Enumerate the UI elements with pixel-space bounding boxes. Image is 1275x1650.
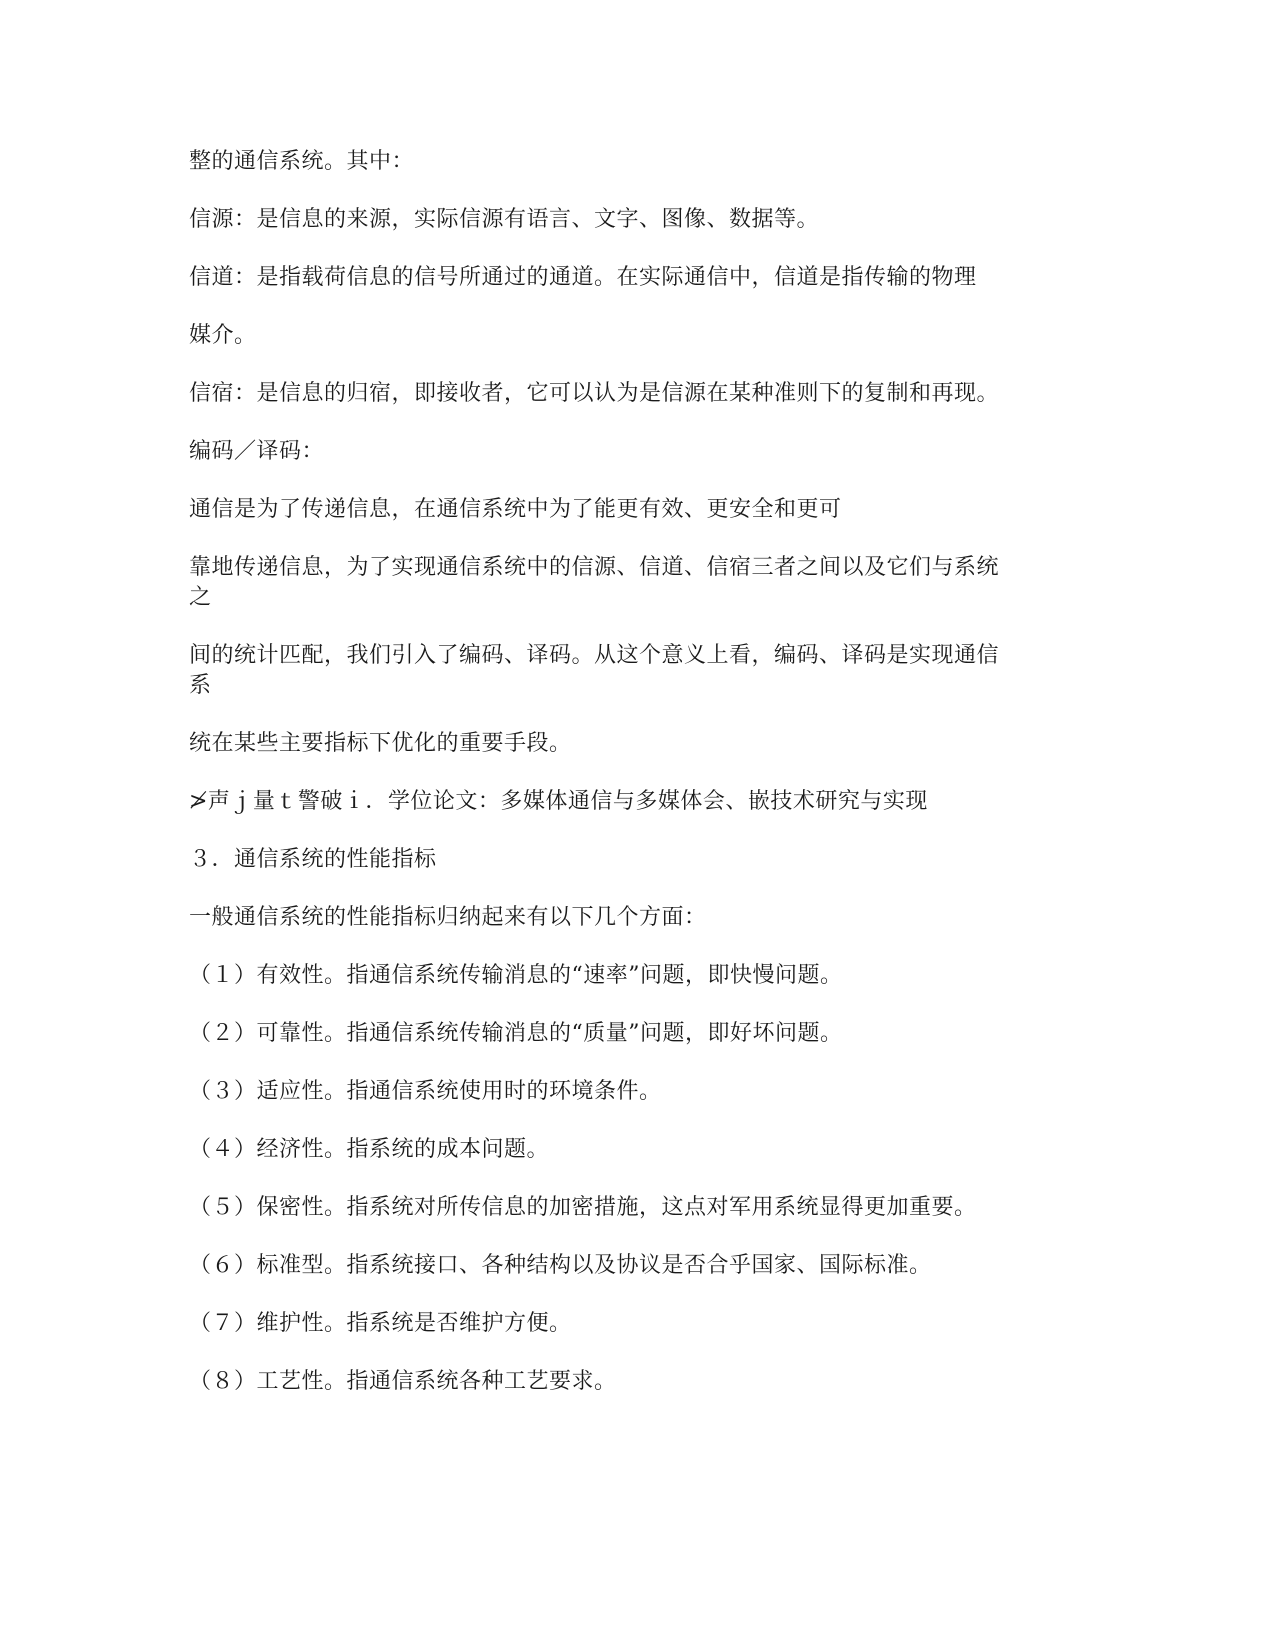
list-item: （２）可靠性。指通信系统传输消息的“质量”问题，即好坏问题。 — [189, 1021, 843, 1046]
text-line: 信宿：是信息的归宿，即接收者，它可以认为是信源在某种准则下的复制和再现。 — [189, 381, 1000, 406]
text-line: 系 — [189, 673, 212, 698]
text-line: 媒介。 — [189, 323, 257, 348]
running-header: ≯声ｊ量ｔ警破ｉ．学位论文：多媒体通信与多媒体会、嵌技术研究与实现 — [189, 789, 928, 814]
text-line: 统在某些主要指标下优化的重要手段。 — [189, 731, 572, 756]
text-line: 通信是为了传递信息，在通信系统中为了能更有效、更安全和更可 — [189, 497, 842, 522]
text-line: 整的通信系统。其中： — [189, 149, 415, 174]
list-item: （８）工艺性。指通信系统各种工艺要求。 — [189, 1369, 617, 1394]
list-item: （３）适应性。指通信系统使用时的环境条件。 — [189, 1079, 662, 1104]
text-line: 信道：是指载荷信息的信号所通过的通道。在实际通信中，信道是指传输的物理 — [189, 265, 977, 290]
text-line: 间的统计匹配，我们引入了编码、译码。从这个意义上看，编码、译码是实现通信 — [189, 643, 1000, 668]
text-line: 靠地传递信息，为了实现通信系统中的信源、信道、信宿三者之间以及它们与系统 — [189, 555, 1000, 580]
text-line: 之 — [189, 585, 212, 610]
section-heading: ３．通信系统的性能指标 — [189, 847, 437, 872]
text-line: 信源：是信息的来源，实际信源有语言、文字、图像、数据等。 — [189, 207, 820, 232]
list-item: （７）维护性。指系统是否维护方便。 — [189, 1311, 572, 1336]
text-line: 编码／译码： — [189, 439, 325, 464]
list-item: （１）有效性。指通信系统传输消息的“速率”问题，即快慢问题。 — [189, 963, 843, 988]
text-line: 一般通信系统的性能指标归纳起来有以下几个方面： — [189, 905, 707, 930]
list-item: （４）经济性。指系统的成本问题。 — [189, 1137, 550, 1162]
list-item: （６）标准型。指系统接口、各种结构以及协议是否合乎国家、国际标准。 — [189, 1253, 932, 1278]
list-item: （５）保密性。指系统对所传信息的加密措施，这点对军用系统显得更加重要。 — [189, 1195, 977, 1220]
